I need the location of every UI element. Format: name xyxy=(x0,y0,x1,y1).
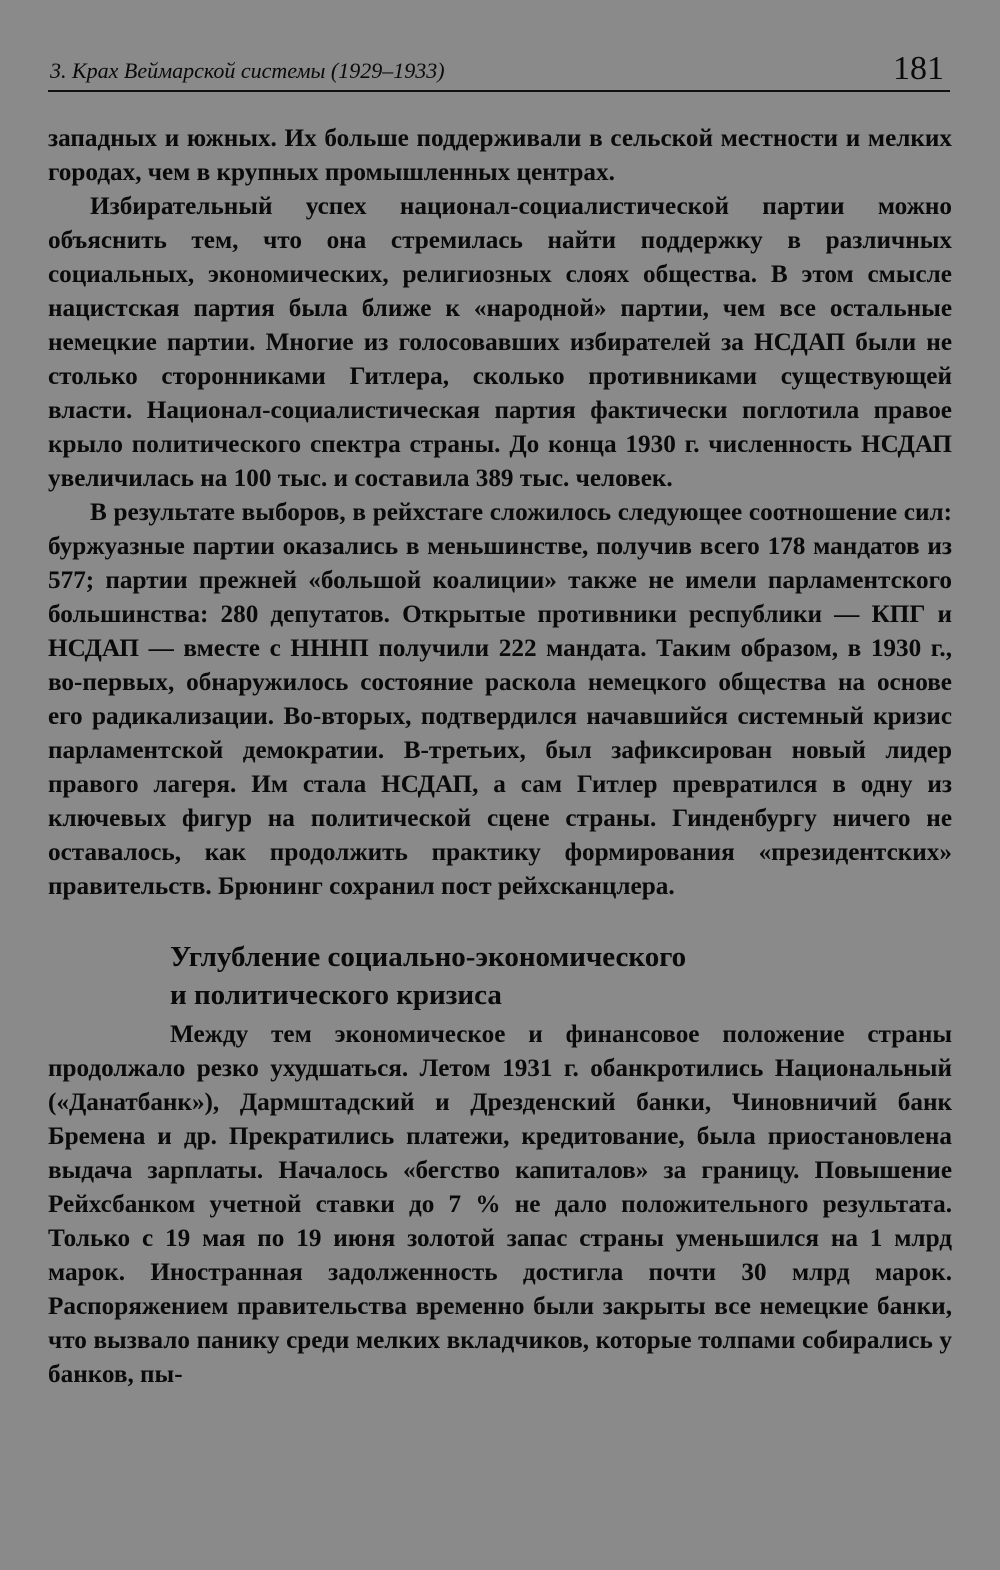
body-text xyxy=(48,122,952,904)
section-heading-line-2: и политического кризиса xyxy=(170,979,502,1011)
section-body xyxy=(48,1018,952,1392)
paragraph-continuation: западных и южных. Их больше поддерживали в сельской местности и мелких городах, чем в крупных промышленных центрах. xyxy=(48,125,952,186)
running-title: 3. Крах Веймарской системы (1929–1933) xyxy=(50,58,445,83)
paragraph-economic-crisis: Между тем экономическое и финансовое положение страны продолжало резко ухудшаться. Летом 1931 г. обанкротились Национальный («Данатбанк»), Дармштадский и Дрезденский банки, Чиновничий банк Бремена и др. Прекратились платежи, кредитование, была приостановлена выдача зарплаты. Началось «бегство капиталов» за границу. Повышение Рейхсбанком учетной ставки до 7 % не дало положительного результата. Только с 19 мая по 19 июня золотой запас страны уменьшился на 1 млрд марок. Иностранная задолженность достигла почти 30 млрд марок. Распоряжением правительства временно были закрыты все немецкие банки, что вызвало панику среди мелких вкладчиков, которые толпами собирались у банков, пы- xyxy=(48,1021,952,1388)
section-heading-line-1: Углубление социально-экономического xyxy=(170,941,687,973)
section-heading xyxy=(170,938,952,1014)
running-header xyxy=(48,44,950,92)
paragraph-election-results: В результате выборов, в рейхстаге сложилось следующее соотношение сил: буржуазные партии оказались в меньшинстве, получив всего 178 мандатов из 577; партии прежней «большой коалиции» также не имели парламентского большинства: 280 депутатов. Открытые противники республики — КПГ и НСДАП — вместе с НННП получили 222 мандата. Таким образом, в 1930 г., во-первых, обнаружилось состояние раскола немецкого общества на основе его радикализации. Во-вторых, подтвердился начавшийся системный кризис парламентской демократии. В-третьих, был зафиксирован новый лидер правого лагеря. Им стала НСДАП, а сам Гитлер превратился в одну из ключевых фигур на политической сцене страны. Гинденбургу ничего не оставалось, как продолжить практику формирования «президентских» правительств. Брюнинг сохранил пост рейхсканцлера. xyxy=(48,499,952,900)
paragraph-electoral-success: Избирательный успех национал-социалистической партии можно объяснить тем, что она стремилась найти поддержку в различных социальных, экономических, религиозных слоях общества. В этом смысле нацистская партия была ближе к «народной» партии, чем все остальные немецкие партии. Многие из голосовавших избирателей за НСДАП были не столько сторонниками Гитлера, сколько противниками существующей власти. Национал-социалистическая партия фактически поглотила правое крыло политического спектра страны. До конца 1930 г. численность НСДАП увеличилась на 100 тыс. и составила 389 тыс. человек. xyxy=(48,193,952,492)
page-number: 181 xyxy=(893,50,944,87)
